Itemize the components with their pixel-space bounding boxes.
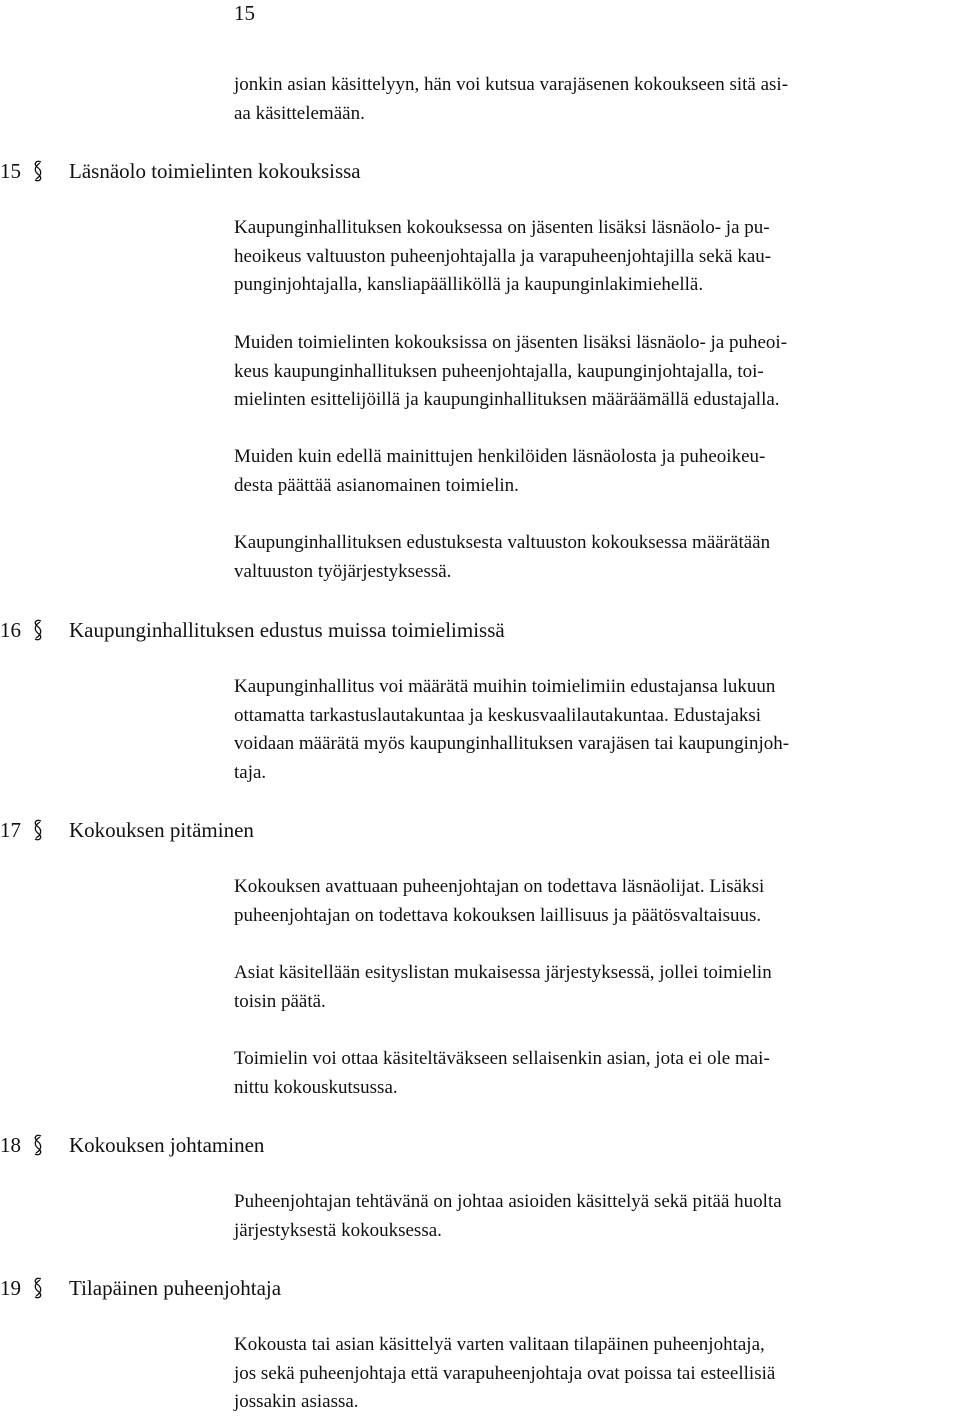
section-number: 17 (0, 818, 21, 842)
section-16-paragraph-1: Kaupunginhallitus voi määrätä muihin toimielimiin edustajansa lukuun ottamatta tarkastuslautakuntaa ja keskusvaalilautakuntaa. Edustajaksi voidaan määrätä myös kaupunginhallituksen varajäsen tai kaupunginjoh- taja. (234, 676, 790, 783)
section-19-paragraph-1: Kokousta tai asian käsittelyä varten valitaan tilapäinen puheenjohtaja, jos sekä puheenjohtaja että varapuheenjohtaja ovat poissa tai esteellisiä jossakin asiassa. (234, 1334, 776, 1412)
section-15-paragraph-3: Muiden kuin edellä mainittujen henkilöiden läsnäolosta ja puheoikeu- desta päättää asianomainen toimielin. (234, 446, 766, 496)
section-sign-icon (31, 618, 45, 642)
section-title: Läsnäolo toimielinten kokouksissa (69, 159, 361, 183)
section-number: 19 (0, 1276, 21, 1300)
section-number: 16 (0, 618, 21, 642)
section-title: Kokouksen johtaminen (69, 1133, 265, 1157)
section-17-paragraph-2: Asiat käsitellään esityslistan mukaisessa järjestyksessä, jollei toimielin toisin päätä. (234, 962, 772, 1012)
section-18-paragraph-1: Puheenjohtajan tehtävänä on johtaa asioiden käsittelyä sekä pitää huolta järjestyksestä kokouksessa. (234, 1191, 782, 1241)
section-heading-17 (0, 816, 254, 844)
section-heading-19 (0, 1274, 281, 1302)
section-title: Kokouksen pitäminen (69, 818, 254, 842)
intro-paragraph: jonkin asian käsittelyyn, hän voi kutsua varajäsenen kokoukseen sitä asi- aa käsittelemään. (234, 74, 789, 124)
section-title: Kaupunginhallituksen edustus muissa toimielimissä (69, 618, 505, 642)
section-sign-icon (31, 159, 45, 183)
section-heading-15 (0, 157, 361, 185)
section-title: Tilapäinen puheenjohtaja (69, 1276, 282, 1300)
section-17-paragraph-1: Kokouksen avattuaan puheenjohtajan on todettava läsnäolijat. Lisäksi puheenjohtajan on todettava kokouksen laillisuus ja päätösvaltaisuus. (234, 876, 765, 926)
section-17-paragraph-3: Toimielin voi ottaa käsiteltäväkseen sellaisenkin asian, jota ei ole mai- nittu kokouskutsussa. (234, 1048, 770, 1098)
section-heading-18 (0, 1131, 264, 1159)
section-heading-16 (0, 616, 505, 644)
section-sign-icon (31, 1133, 45, 1157)
section-sign-icon (31, 818, 45, 842)
section-sign-icon (31, 1276, 45, 1300)
section-number: 18 (0, 1133, 21, 1157)
section-number: 15 (0, 159, 21, 183)
section-15-paragraph-4: Kaupunginhallituksen edustuksesta valtuuston kokouksessa määrätään valtuuston työjärjestyksessä. (234, 532, 771, 582)
section-15-paragraph-2: Muiden toimielinten kokouksissa on jäsenten lisäksi läsnäolo- ja puheoi- keus kaupunginhallituksen puheenjohtajalla, kaupunginjohtajalla, toi- mielinten esittelijöillä ja kaupunginhallituksen määräämällä edustajalla. (234, 332, 788, 410)
section-15-paragraph-1: Kaupunginhallituksen kokouksessa on jäsenten lisäksi läsnäolo- ja pu- heoikeus valtuuston puheenjohtajalla ja varapuheenjohtajilla sekä kau- punginjohtajalla, kansliapäälliköllä ja kaupunginlakimiehellä. (234, 217, 772, 295)
page-number: 15 (234, 1, 255, 25)
